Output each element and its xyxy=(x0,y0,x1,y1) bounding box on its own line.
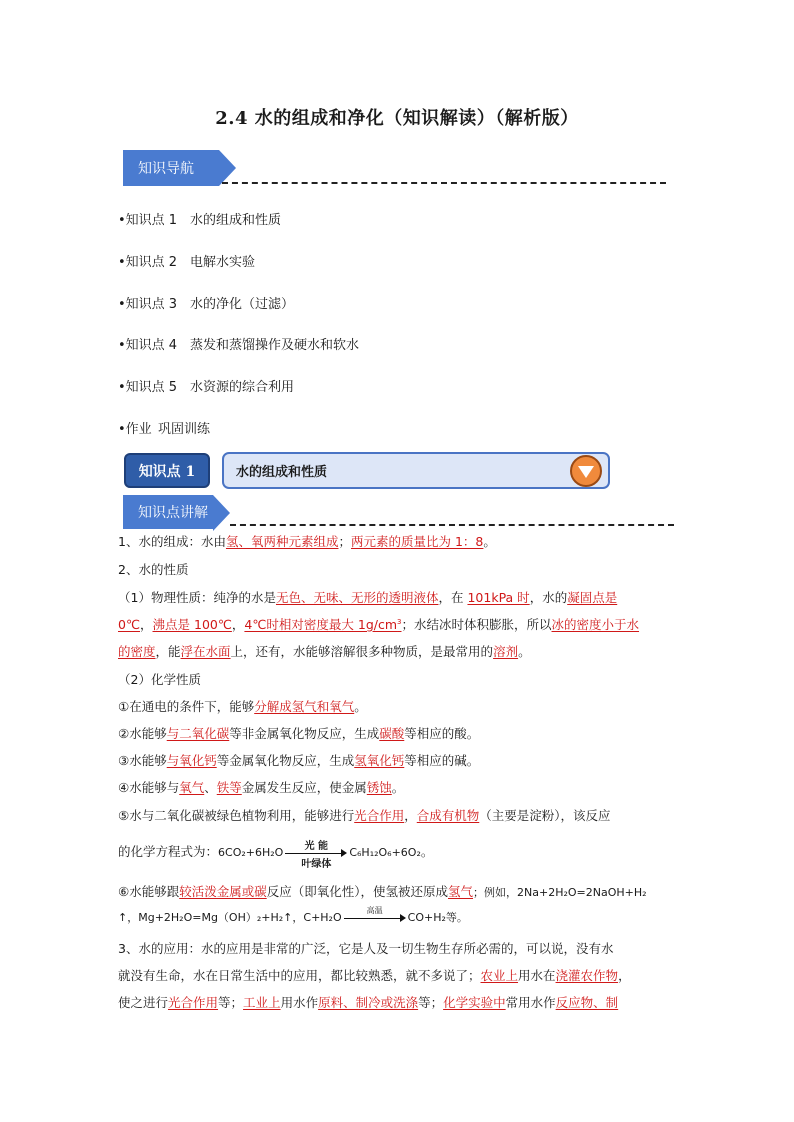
answer-text: 氢气 xyxy=(448,884,474,899)
text: ， xyxy=(140,617,153,632)
answer-text: 与氧化钙 xyxy=(166,753,217,768)
answer-text: 与二氧化碳 xyxy=(166,726,230,741)
text: ，在 xyxy=(438,590,468,605)
text: 等相应的酸。 xyxy=(404,726,480,741)
text: ，水的 xyxy=(529,590,568,605)
text: 常用水作 xyxy=(505,995,556,1010)
paragraph-line xyxy=(118,697,367,715)
answer-text: 氢、氧两种元素组成 xyxy=(225,534,339,549)
nav-banner xyxy=(123,150,219,186)
answer-text: 碳酸 xyxy=(379,726,405,741)
answer-text: 101kPa 时 xyxy=(467,590,530,605)
paragraph-line xyxy=(118,993,618,1011)
text: 。 xyxy=(391,780,405,795)
text: CO+H₂等。 xyxy=(407,911,468,924)
nav-item-number: •知识点 1 xyxy=(118,213,178,228)
text: 1、水的组成：水由 xyxy=(118,534,226,549)
answer-text: 分解成氢气和氧气 xyxy=(254,699,355,714)
paragraph-line: （2）化学性质 xyxy=(118,672,201,687)
text: （1）物理性质：纯净的水是 xyxy=(118,590,276,605)
equation-products: C₆H₁₂O₆+6O₂ xyxy=(349,846,421,859)
nav-item-label: 水的组成和性质 xyxy=(190,213,282,228)
dashed-divider xyxy=(230,524,674,526)
text: 上，还有，水能够溶解很多种物质，是最常用的 xyxy=(230,644,494,659)
text: 。 xyxy=(518,644,531,659)
text: 等； xyxy=(418,995,444,1010)
nav-item-label: 巩固训练 xyxy=(158,421,211,437)
dashed-divider xyxy=(222,182,666,184)
answer-text: 原料、制冷或洗涤 xyxy=(318,995,419,1010)
superscript: 3 xyxy=(397,617,402,626)
page-title: 2.4 水的组成和净化（知识解读）（解析版） xyxy=(215,108,579,129)
paragraph-line xyxy=(118,882,647,900)
answer-text: 两元素的质量比为 1：8 xyxy=(351,534,484,549)
paragraph-line xyxy=(118,966,631,984)
text: ， xyxy=(618,968,631,983)
text: 等金属氧化物反应，生成 xyxy=(216,753,355,768)
nav-banner-label: 知识导航 xyxy=(138,161,194,177)
answer-text: 的密度 xyxy=(118,644,156,659)
text: ；例如，2Na+2H₂O=2NaOH+H₂ xyxy=(473,886,647,899)
paragraph-line xyxy=(118,615,639,633)
answer-text: 浮在水面 xyxy=(180,644,231,659)
text: 、 xyxy=(204,780,217,795)
nav-item-number: •知识点 4 xyxy=(118,338,178,354)
answer-text: 冰的密度小于水 xyxy=(551,617,640,632)
answer-text: 溶剂 xyxy=(493,644,519,659)
text: ， xyxy=(231,617,245,632)
text: 用水在 xyxy=(518,968,556,983)
nav-item xyxy=(118,415,359,457)
text: ④水能够与 xyxy=(118,780,180,795)
nav-item-label: 水的净化（过滤） xyxy=(190,296,295,312)
answer-text: 光合作用 xyxy=(354,808,405,823)
paragraph-line: 3、水的应用：水的应用是非常的广泛，它是人及一切生物生存所必需的，可以说，没有水 xyxy=(118,941,614,956)
nav-item xyxy=(118,331,359,373)
answer-text: 较活泼金属或碳 xyxy=(179,884,267,899)
answer-text: 氢氧化钙 xyxy=(354,753,405,768)
text: 使之进行 xyxy=(118,995,169,1010)
reaction-arrow xyxy=(285,840,347,870)
paragraph-line xyxy=(118,751,479,769)
text: 就没有生命，水在日常生活中的应用，都比较熟悉，就不多说了； xyxy=(118,968,481,983)
text: ②水能够 xyxy=(118,726,167,741)
explain-banner-label: 知识点讲解 xyxy=(138,505,208,521)
reaction-catalyst: 叶绿体 xyxy=(301,858,332,870)
text: ，能 xyxy=(155,644,181,659)
knowledge-point-title: 水的组成和性质 xyxy=(222,452,610,489)
text: ； xyxy=(338,534,351,549)
text: ⑥水能够跟 xyxy=(118,884,180,899)
paragraph-line xyxy=(118,532,496,550)
paragraph-line xyxy=(118,806,611,824)
explain-banner xyxy=(123,495,213,529)
nav-item-number: •作业 xyxy=(118,421,152,437)
text: ①在通电的条件下，能够 xyxy=(118,699,255,714)
equation-line xyxy=(118,840,434,870)
reaction-arrow xyxy=(344,906,406,925)
paragraph-line xyxy=(118,588,617,606)
answer-text: 农业上 xyxy=(480,968,519,983)
arrow-shaft xyxy=(285,853,343,854)
nav-item-label: 水资源的综合利用 xyxy=(190,380,295,396)
text: 金属发生反应，使金属 xyxy=(241,780,367,795)
text: 等相应的碱。 xyxy=(404,753,480,768)
answer-text xyxy=(244,617,401,632)
nav-item xyxy=(118,373,359,415)
paragraph-line: 2、水的性质 xyxy=(118,562,189,577)
reaction-condition: 光 能 xyxy=(304,840,329,852)
answer-text: 铁等 xyxy=(216,780,242,795)
answer-text: 光合作用 xyxy=(168,995,219,1010)
text: ↑，Mg+2H₂O=Mg（OH）₂+H₂↑，C+H₂O xyxy=(118,911,342,924)
text: ③水能够 xyxy=(118,753,167,768)
text: 4℃时相对密度最大 1g/cm xyxy=(244,617,398,632)
equation-line xyxy=(118,906,468,925)
knowledge-nav-list xyxy=(118,206,359,457)
text: 。 xyxy=(420,844,434,859)
text: 的化学方程式为： xyxy=(118,844,219,859)
answer-text: 锈蚀 xyxy=(366,780,392,795)
knowledge-point-badge: 知识点 1 xyxy=(124,453,210,488)
answer-text: 反应物、制 xyxy=(555,995,619,1010)
text: 用水作 xyxy=(280,995,319,1010)
nav-item-number: •知识点 5 xyxy=(118,380,178,396)
chevron-down-icon[interactable] xyxy=(570,455,602,487)
answer-text: 0℃ xyxy=(118,617,140,632)
answer-text: 合成有机物 xyxy=(416,808,480,823)
nav-item-label: 电解水实验 xyxy=(190,254,256,270)
arrow-shaft xyxy=(344,918,402,919)
text: 。 xyxy=(354,699,367,714)
arrow-head xyxy=(400,914,406,922)
text: 等非金属氧化物反应，生成 xyxy=(229,726,380,741)
answer-text: 凝固点是 xyxy=(567,590,618,605)
text: 反应（即氧化性），使氢被还原成 xyxy=(266,884,448,899)
equation-reactants: 6CO₂+6H₂O xyxy=(218,846,284,859)
nav-item xyxy=(118,248,359,290)
nav-item-label: 蒸发和蒸馏操作及硬水和软水 xyxy=(190,338,360,354)
answer-text: 沸点是 100℃ xyxy=(152,617,232,632)
nav-item-number: •知识点 3 xyxy=(118,296,178,312)
nav-item xyxy=(118,206,359,248)
text: 等； xyxy=(218,995,244,1010)
nav-item-number: •知识点 2 xyxy=(118,254,178,270)
nav-item xyxy=(118,290,359,332)
text: ⑤水与二氧化碳被绿色植物利用，能够进行 xyxy=(118,808,355,823)
answer-text: 无色、无味、无形的透明液体 xyxy=(275,590,439,605)
text: ， xyxy=(404,808,417,823)
text: ；水结冰时体积膨胀，所以 xyxy=(401,617,552,632)
answer-text: 浇灌农作物 xyxy=(555,968,619,983)
answer-text: 工业上 xyxy=(243,995,281,1010)
paragraph-line xyxy=(118,642,531,660)
text: （主要是淀粉），该反应 xyxy=(479,808,611,823)
text: 。 xyxy=(483,534,496,549)
reaction-condition: 高温 xyxy=(366,906,383,915)
answer-text: 化学实验中 xyxy=(443,995,506,1010)
paragraph-line xyxy=(118,724,479,742)
answer-text: 氧气 xyxy=(179,780,205,795)
paragraph-line xyxy=(118,778,404,796)
